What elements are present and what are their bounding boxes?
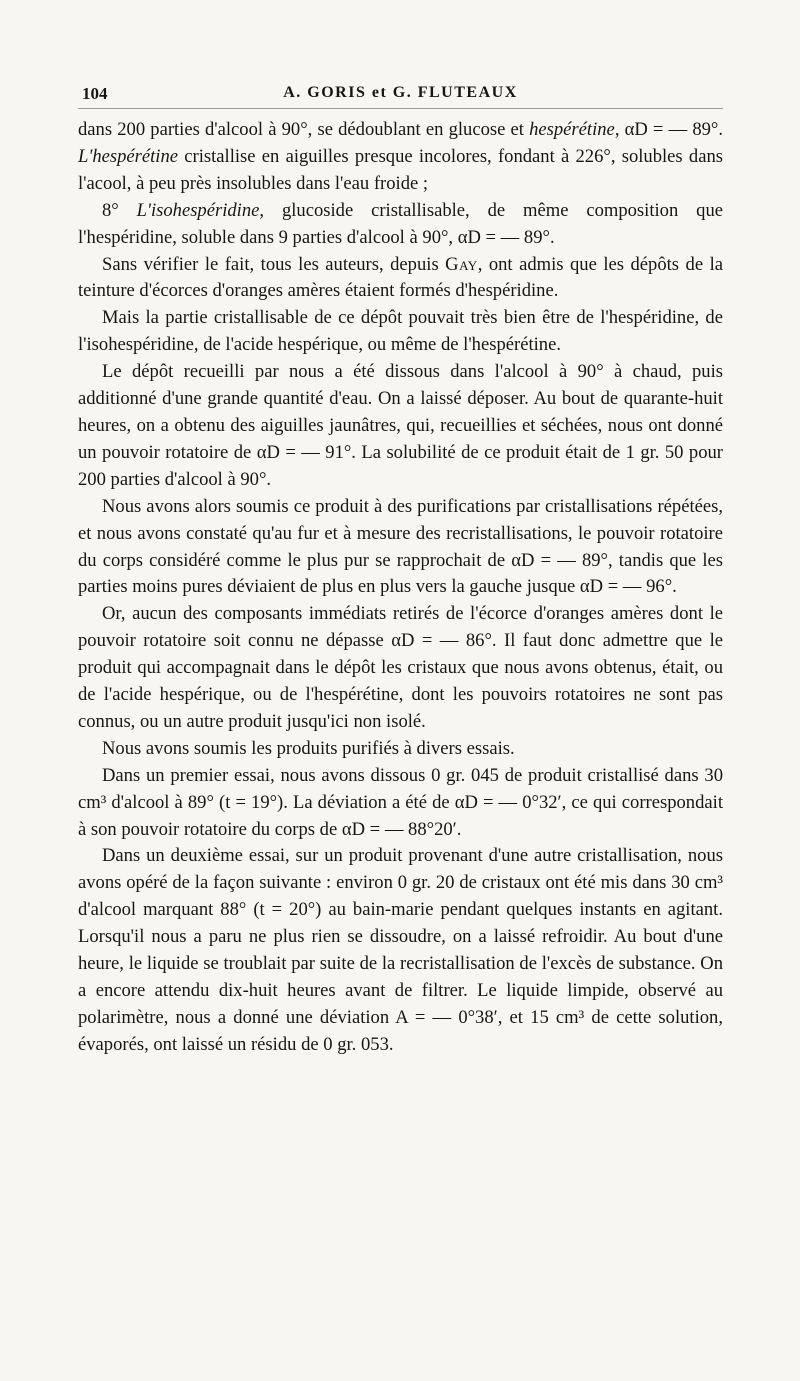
- text-run: Nous avons soumis les produits purifiés à divers essais.: [102, 737, 515, 759]
- text-run: Dans un deuxième essai, sur un produit provenant d'une autre cristallisation, nous avons opéré de la façon suivante : environ 0 gr. 20 de cristaux ont été mis dans 30 cm³ d'alcool marquant 88° (t = 20°) au bain-marie pendant quelques instants en agitant. Lorsqu'il nous a paru ne plus rien se dissoudre, on a laissé refroidir. Au bout d'une heure, le liquide se troublait par suite de la recristallisation de l'excès de substance. On a encore attendu dix-huit heures avant de filtrer. Le liquide limpide, observé au polarimètre, nous a donné une déviation A = — 0°38′, et 15 cm³ de cette solution, évaporés, ont laissé un résidu de 0 gr. 053.: [78, 845, 723, 1055]
- text-run: cristallise en aiguilles presque incolores, fondant à 226°, solubles dans l'acool, à peu près insolubles dans l'eau froide ;: [78, 145, 723, 194]
- document-page: [78, 82, 723, 1059]
- paragraph: [78, 117, 723, 198]
- text-run: Nous avons alors soumis ce produit à des purifications par cristallisations répétées, et nous avons constaté qu'au fur et à mesure des recristallisations, le pouvoir rotatoire du corps considéré comme le plus pur se rapprochait de αD = — 89°, tandis que les parties moins pures déviaient de plus en plus vers la gauche jusque αD = — 96°.: [78, 495, 723, 598]
- text-run: , glucoside cristallisable, de même composition que l'hespéridine, soluble dans 9 parties d'alcool à 90°, αD = — 89°.: [78, 199, 723, 248]
- paragraph: [78, 305, 723, 359]
- paragraph: [78, 198, 723, 252]
- text-run: 8°: [102, 199, 137, 221]
- text-run: Sans vérifier le fait, tous les auteurs, depuis: [102, 253, 446, 275]
- italic-term: L'hespérétine: [78, 145, 179, 167]
- page-header: [78, 82, 723, 109]
- paragraph: [78, 736, 723, 763]
- italic-term: L'isohespéridine: [136, 199, 260, 221]
- text-run: Mais la partie cristallisable de ce dépôt pouvait très bien être de l'hespéridine, de l'isohespéridine, de l'acide hespérique, ou même de l'hespérétine.: [78, 307, 723, 356]
- text-run: Le dépôt recueilli par nous a été dissous dans l'alcool à 90° à chaud, puis additionné d'une grande quantité d'eau. On a laissé déposer. Au bout de quarante-huit heures, on a obtenu des aiguilles jaunâtres, qui, recueillies et séchées, nous ont donné un pouvoir rotatoire de αD = — 91°. La solubilité de ce produit était de 1 gr. 50 pour 200 parties d'alcool à 90°.: [78, 361, 723, 490]
- paragraph: [78, 494, 723, 602]
- paragraph: [78, 601, 723, 736]
- paragraph: [78, 763, 723, 844]
- paragraph: [78, 252, 723, 306]
- text-run: , αD = — 89°.: [614, 119, 723, 140]
- text-run: dans 200 parties d'alcool à 90°, se dédoublant en glucose et: [78, 119, 530, 140]
- running-head: A. GORIS et G. FLUTEAUX: [283, 84, 518, 101]
- paragraph: [78, 359, 723, 494]
- body-text: [78, 117, 723, 1059]
- text-run: , ont admis que les dépôts de la teinture d'écorces d'oranges amères étaient formés d'hespéridine.: [78, 253, 723, 302]
- author-name: Gay: [445, 253, 478, 275]
- italic-term: hespérétine: [529, 119, 615, 140]
- text-run: Dans un premier essai, nous avons dissous 0 gr. 045 de produit cristallisé dans 30 cm³ d'alcool à 89° (t = 19°). La déviation a été de αD = — 0°32′, ce qui correspondait à son pouvoir rotatoire du corps de αD = — 88°20′.: [78, 764, 723, 840]
- page-number: 104: [82, 84, 108, 103]
- text-run: Or, aucun des composants immédiats retirés de l'écorce d'oranges amères dont le pouvoir rotatoire soit connu ne dépasse αD = — 86°. Il faut donc admettre que le produit qui accompagnait dans le dépôt les cristaux que nous avons obtenus, était, ou de l'acide hespérique, ou de l'hespérétine, dont les pouvoirs rotatoires ne sont pas connus, ou un autre produit jusqu'ici non isolé.: [78, 603, 723, 732]
- paragraph: [78, 843, 723, 1058]
